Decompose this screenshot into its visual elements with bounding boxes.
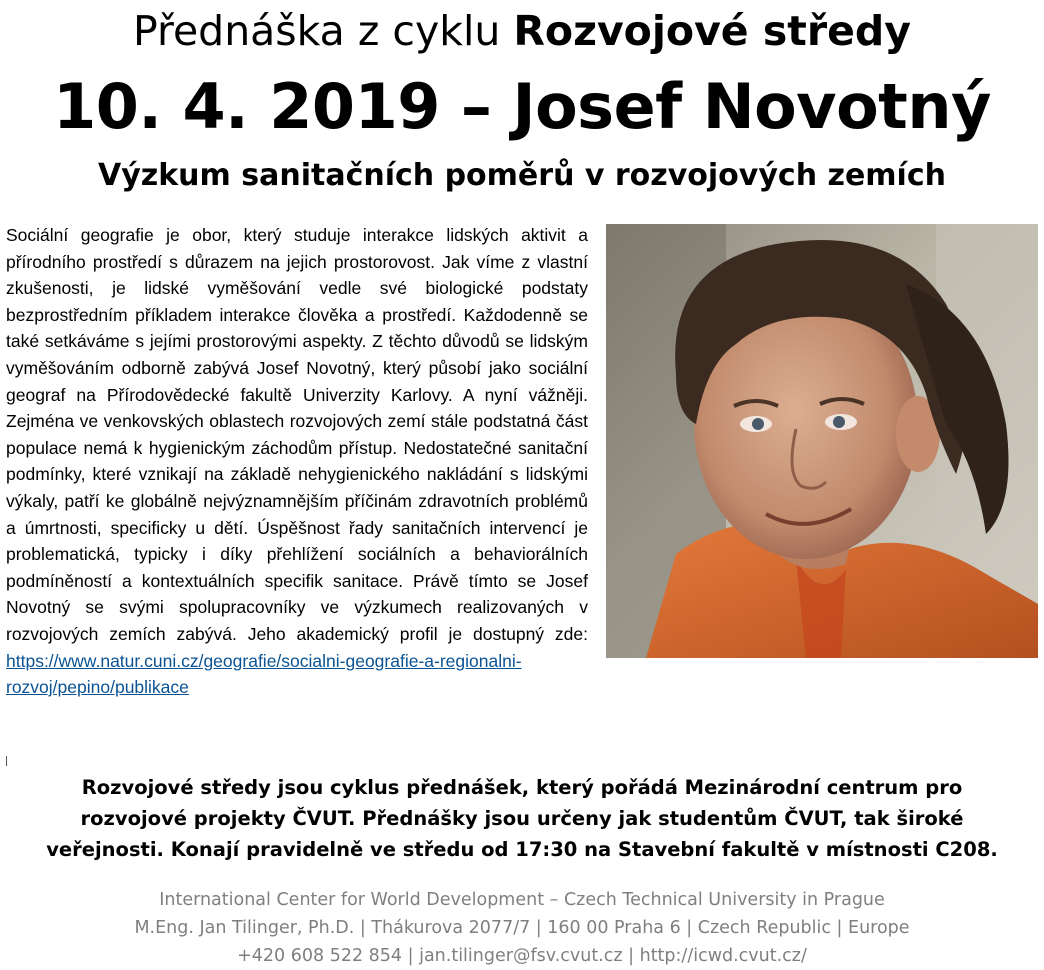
- announcement-line-2: rozvojové projekty ČVUT. Přednášky jsou určeny jak studentům ČVUT, tak široké: [80, 807, 964, 830]
- announcement-line-3: veřejnosti. Konají pravidelně ve středu od 17:30 na Stavební fakultě v místnosti C208.: [46, 838, 998, 861]
- footer-organization: International Center for World Development – Czech Technical University in Prague: [159, 890, 885, 910]
- series-name: Rozvojové středy: [513, 7, 911, 55]
- footer-contacts: +420 608 522 854 | jan.tilinger@fsv.cvut.cz | http://icwd.cvut.cz/: [237, 946, 807, 966]
- profile-link[interactable]: https://www.natur.cuni.cz/geografie/socialni-geografie-a-regionalni-rozvoj/pepino/publikace: [6, 650, 522, 698]
- text-cursor: [6, 756, 7, 766]
- speaker-portrait-photo: [606, 224, 1038, 658]
- announcement-line-1: Rozvojové středy jsou cyklus přednášek, který pořádá Mezinárodní centrum pro: [81, 776, 963, 799]
- date-speaker-title: 10. 4. 2019 – Josef Novotný: [53, 70, 991, 143]
- article-body: [6, 222, 1038, 701]
- footer-address: M.Eng. Jan Tilinger, Ph.D. | Thákurova 2077/7 | 160 00 Praha 6 | Czech Republic | Europe: [134, 918, 910, 938]
- contact-footer: [0, 886, 1044, 970]
- lecture-series-heading: [0, 0, 1044, 62]
- heading-prefix: Přednáška z cyklu: [132, 7, 514, 55]
- lecture-topic-title: Výzkum sanitačních poměrů v rozvojových zemích: [98, 158, 946, 193]
- series-announcement: [0, 772, 1044, 865]
- article-text: Sociální geografie je obor, který studuje interakce lidských aktivit a přírodního prostředí s důrazem na jejich prostorovost. Jak víme z vlastní zkušenosti, je lidské vyměšování vedle své biologické podstaty bezprostředním příkladem interakce člověka a prostředí. Každodenně se také setkáváme s jejími prostorovými aspekty. Z těchto důvodů se lidským vyměšováním odborně zabývá Josef Novotný, který působí jako sociální geograf na Přírodovědecké fakultě Univerzity Karlovy. A nyní vážněji. Zejména ve venkovských oblastech rozvojových zemí stále podstatná část populace nemá k hygienickým záchodům přístup. Nedostatečné sanitační podmínky, které vznikají na základě nehygienického nakládání s lidskými výkaly, patří ke globálně nejvýznamnějším příčinám zdravotních problémů a úmrtnosti, specificky u dětí. Úspěšnost řady sanitačních intervencí je problematická, typicky i díky přehlížení sociálních a behaviorálních podmíněností a kontextuálních specifik sanitace. Právě tímto se Josef Novotný se svými spolupracovníky ve výzkumech realizovaných v rozvojových zemích zabývá. Jeho akademický profil je dostupný zde:: [6, 225, 588, 644]
